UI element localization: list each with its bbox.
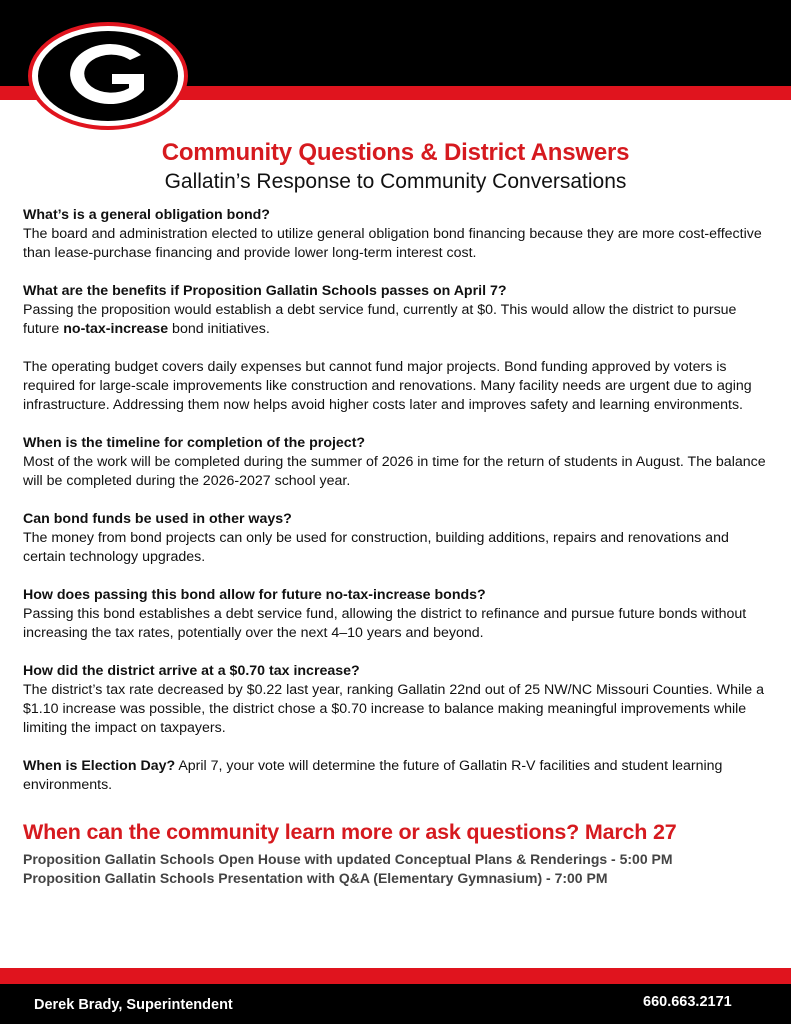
answer: Passing this bond establishes a debt service fund, allowing the district to refinance and pursue future bonds without increasing the tax rates, potentially over the next 4–10 years and beyond. — [23, 606, 747, 641]
question: How does passing this bond allow for future no-tax-increase bonds? — [23, 587, 486, 603]
answer: The money from bond projects can only be used for construction, building additions, repairs and renovations and certain technology upgrades. — [23, 530, 729, 565]
page-title: Community Questions & District Answers — [161, 139, 630, 166]
qa-item-tax-increase — [23, 662, 768, 738]
event-presentation: Proposition Gallatin Schools Presentation with Q&A (Elementary Gymnasium) - 7:00 PM — [23, 870, 608, 886]
qa-item-fund-use — [23, 510, 768, 567]
qa-item-bond-definition — [23, 206, 768, 263]
question: Can bond funds be used in other ways? — [23, 511, 292, 527]
footer-superintendent: Derek Brady, Superintendent — [34, 997, 233, 1013]
question: How did the district arrive at a $0.70 tax increase? — [23, 663, 360, 679]
question: When is the timeline for completion of the project? — [23, 435, 366, 451]
footer-red-stripe — [0, 968, 791, 984]
qa-section — [23, 206, 768, 814]
answer-part: bond initiatives. — [168, 321, 270, 337]
events-heading: When can the community learn more or ask questions? March 27 — [23, 820, 677, 844]
question: When is Election Day? — [23, 758, 176, 774]
event-open-house: Proposition Gallatin Schools Open House with updated Conceptual Plans & Renderings - 5:00 PM — [23, 851, 673, 867]
answer-emphasis: no-tax-increase — [63, 321, 169, 337]
school-g-logo — [28, 22, 188, 130]
qa-item-election-day — [23, 757, 768, 795]
question: What’s is a general obligation bond? — [23, 207, 270, 223]
page-subtitle: Gallatin’s Response to Community Conversations — [164, 170, 627, 193]
answer: Most of the work will be completed during the summer of 2026 in time for the return of students in August. The balance will be completed during the 2026-2027 school year. — [23, 454, 766, 489]
answer: April 7, your vote will determine the future of Gallatin R-V facilities and student learning environments. — [23, 758, 723, 793]
qa-item-future-bonds — [23, 586, 768, 643]
answer: The board and administration elected to utilize general obligation bond financing because they are more cost-effective than lease-purchase financing and provide lower long-term interest cost. — [23, 226, 762, 261]
question: What are the benefits if Proposition Gallatin Schools passes on April 7? — [23, 283, 507, 299]
qa-item-benefits — [23, 282, 768, 339]
qa-item-timeline — [23, 434, 768, 491]
footer-phone: 660.663.2171 — [643, 994, 732, 1010]
answer: The district’s tax rate decreased by $0.22 last year, ranking Gallatin 22nd out of 25 NW/NC Missouri Counties. While a $1.10 increase was possible, the district chose a $0.70 increase to balance making meaningful improvements while limiting the impact on taxpayers. — [23, 682, 764, 736]
operating-budget-paragraph: The operating budget covers daily expenses but cannot fund major projects. Bond funding approved by voters is required for large-scale improvements like construction and renovations. Many facility needs are urgent due to aging infrastructure. Addressing them now helps avoid higher costs later and improves safety and learning environments. — [23, 359, 752, 413]
answer-part: Passing the proposition would establish a debt service fund, currently at $0. This would allow the district to pursue future — [23, 302, 737, 337]
